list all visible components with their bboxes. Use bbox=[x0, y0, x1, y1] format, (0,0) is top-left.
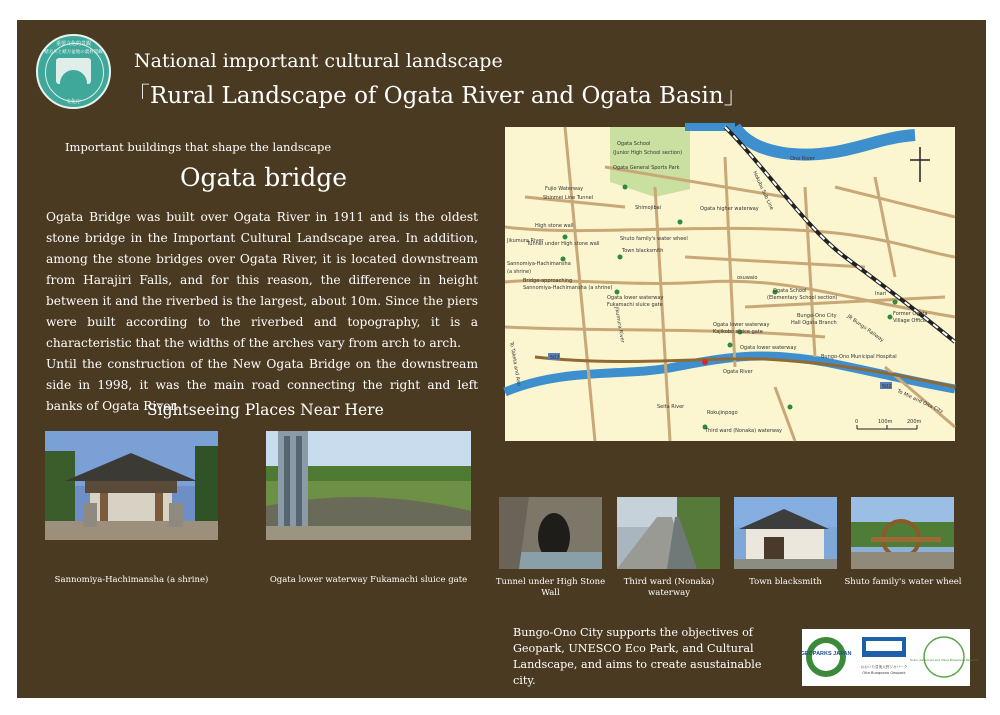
map-label: Ogata School bbox=[617, 141, 651, 147]
map-label: osuwaio bbox=[737, 275, 758, 281]
town-blacksmith-photo bbox=[734, 497, 837, 569]
map-label: Jikumura River bbox=[613, 306, 626, 344]
map-label: Town blacksmith bbox=[622, 248, 664, 254]
map-label: 0 bbox=[855, 419, 859, 425]
map-label: Ogata higher waterway bbox=[700, 206, 759, 212]
seal-bottom-text: 文化庁 bbox=[65, 99, 81, 105]
map-label: Hall Ogata Branch bbox=[791, 320, 837, 326]
caption-water-wheel: Shuto family's water wheel bbox=[844, 577, 962, 587]
map-label: Ogata lower waterway bbox=[713, 322, 770, 328]
caption-shrine: Sannomiya-Hachimansha (a shrine) bbox=[54, 575, 209, 585]
map-label: JR Bungo Railway bbox=[845, 313, 885, 344]
third-ward-waterway-photo bbox=[617, 497, 720, 569]
seal-middle-text: 緒方川と緒方盆地の農村景観 bbox=[44, 50, 103, 55]
map-label: 502 bbox=[550, 355, 560, 361]
map-label: Sannomiya-Hachimansha bbox=[507, 261, 571, 267]
map-label: Tunnel under High stone wall bbox=[527, 241, 600, 247]
cultural-landscape-seal-logo bbox=[36, 34, 111, 109]
map-label: Former Ogata bbox=[893, 311, 928, 317]
caption-sluice-gate: Ogata lower waterway Fukamachi sluice gate bbox=[269, 575, 468, 585]
sluice-gate-photo bbox=[266, 431, 471, 540]
map-label: To Taketa and Aso bbox=[508, 341, 522, 387]
map-label: Ogata General Sports Park bbox=[613, 165, 680, 171]
map-label: To Mie and Oita City bbox=[896, 388, 944, 415]
map-label: 200m bbox=[907, 419, 922, 425]
map-label: Inari bbox=[875, 291, 887, 297]
water-wheel-photo bbox=[851, 497, 954, 569]
map-label: Fukamachi sluice gate bbox=[607, 302, 663, 308]
oita-geopark-logo bbox=[861, 637, 908, 675]
map-label: Shinmei Line Tunnel bbox=[543, 195, 594, 201]
signboard bbox=[17, 20, 986, 698]
map-label: Village Office bbox=[893, 318, 926, 324]
map-label: Seita River bbox=[657, 404, 685, 410]
map-label: High stone wall bbox=[535, 223, 574, 229]
map-label: Jikumura River bbox=[507, 238, 544, 244]
caption-town-blacksmith: Town blacksmith bbox=[749, 577, 822, 587]
oita-label: おおいた豊後大野ジオパーク bbox=[860, 665, 908, 669]
article-heading: Ogata bridge bbox=[180, 163, 348, 192]
map-label: Fujio Waterway bbox=[545, 186, 584, 192]
title-line-2: 「Rural Landscape of Ogata River and Ogata Basin」 bbox=[127, 83, 747, 109]
map-label: Ogata River bbox=[723, 369, 753, 375]
article-paragraph-2: Until the construction of the New Ogata Bridge on the downstream side in 1998, it was the main road connecting the right and left banks of Ogata River. bbox=[46, 357, 478, 413]
map-label: (a shrine) bbox=[507, 269, 532, 275]
shrine-photo bbox=[45, 431, 218, 540]
title-line-1: National important cultural landscape bbox=[134, 50, 503, 72]
oita-sub-label: Oita Bungoono Geopark bbox=[862, 671, 906, 675]
sightseeing-heading: Sightseeing Places Near Here bbox=[147, 401, 384, 419]
map-label: 100m bbox=[878, 419, 893, 425]
geoparks-label: GEOPARKS JAPAN bbox=[800, 651, 852, 657]
map-label: 502 bbox=[882, 384, 892, 390]
biosphere-reserve-logo bbox=[910, 637, 978, 677]
map-label: (Elementary School section) bbox=[767, 295, 838, 301]
seal-top-text: 重要文化的景観 bbox=[55, 41, 91, 47]
map-label: Ogata School bbox=[773, 288, 807, 294]
ogata-bridge-marker bbox=[702, 359, 708, 365]
map-label: Bungo-Ono Municipal Hospital bbox=[821, 354, 897, 360]
map-label: Bridge-approaching bbox=[523, 278, 573, 284]
map-label: Rokujinpogo bbox=[707, 410, 738, 416]
map-label: Shimojibai bbox=[635, 205, 662, 211]
partner-logos bbox=[800, 629, 978, 686]
area-map bbox=[505, 127, 955, 441]
article-paragraph-1: Ogata Bridge was built over Ogata River in 1911 and is the oldest stone bridge in the Important Cultural Landscape area. In addition, among the stone bridges over Ogata River, it is located downstream from Harajiri Falls, and for this reason, the difference in height between it and the riverbed is the largest, about 10m. Since the piers were built according to the riverbed and topography, it is a characteristic that the widths of the arches vary from arch to arch. bbox=[46, 210, 478, 350]
caption-tunnel: Tunnel under High Stone Wall bbox=[495, 577, 606, 598]
map-label: Third ward (Nonaka) waterway bbox=[705, 428, 782, 434]
geoparks-japan-logo bbox=[801, 637, 852, 677]
map-label: Shuto family's water wheel bbox=[620, 236, 688, 242]
map-label: Sannomiya-Hachimansha (a shrine) bbox=[523, 285, 613, 291]
eco-label: Sobo, Katamuki and Okue Biosphere Reserve bbox=[910, 658, 978, 662]
map-label: (Junior High School section) bbox=[613, 150, 683, 156]
map-label: Ono River bbox=[790, 156, 815, 162]
footer-statement: Bungo-Ono City supports the objectives of Geopark, UNESCO Eco Park, and Cultural Landscape, and aims to create asustainable city. bbox=[513, 626, 762, 687]
tunnel-photo bbox=[499, 497, 602, 569]
map-label: Bungo-Ono City bbox=[797, 313, 837, 319]
article-body bbox=[46, 207, 478, 417]
map-label: Hokubu Sub Line bbox=[751, 170, 775, 212]
map-label: Ogata lower waterway bbox=[740, 345, 797, 351]
map-label: Kajikobo sluice gate bbox=[713, 329, 763, 335]
map-label: Ogata lower waterway bbox=[607, 295, 664, 301]
caption-third-ward: Third ward (Nonaka) waterway bbox=[623, 577, 715, 598]
section-subtitle: Important buildings that shape the landscape bbox=[65, 140, 332, 154]
